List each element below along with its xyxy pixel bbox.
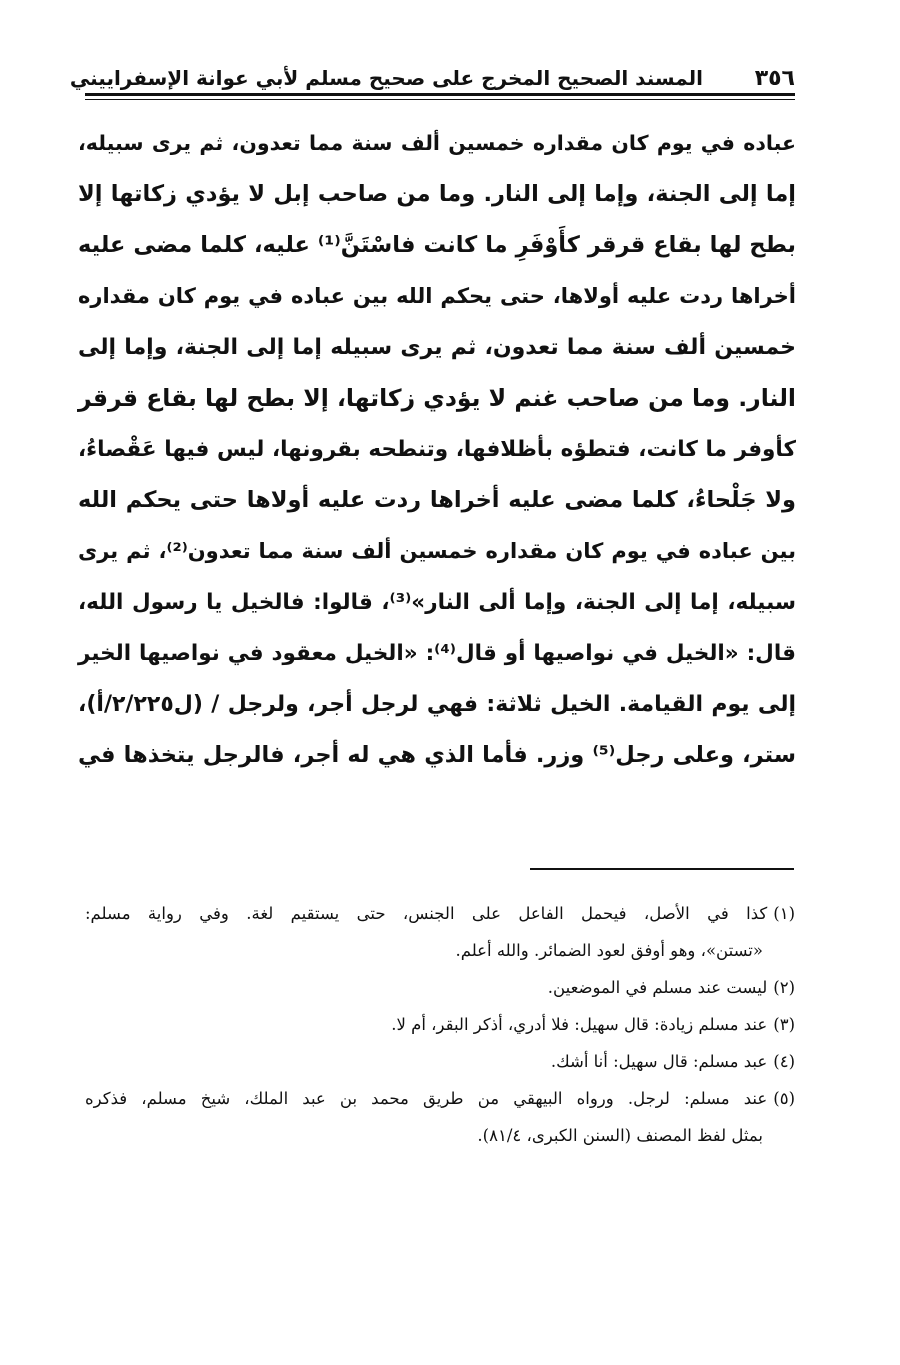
footnote-2 [85,969,795,1006]
body-line: كأوفر ما كانت، فتطؤه بأظلافها، وتنطحه بقرونها، ليس فيها عَقْصاءُ، [78,437,796,462]
footnote-text: عبد مسلم: قال سهيل: أنا أشك. [550,1052,768,1071]
footnote-3 [85,1006,795,1043]
footnote-1 [85,895,795,932]
footnote-number: (٣) [773,1015,795,1034]
footnote-text: بمثل لفظ المصنف (السنن الكبرى، ٨١/٤). [477,1126,763,1145]
body-line: بين عباده في يوم كان مقداره خمسين ألف سنة مما تعدون⁽²⁾، ثم يرى [78,539,796,563]
body-line: ولا جَلْحاءُ، كلما مضى عليه أخراها ردت عليه أولاها حتى يحكم الله [78,487,796,513]
footnote-4 [85,1043,795,1080]
footnote-1-continuation [85,932,795,969]
body-line: بطح لها بقاع قرقر كأَوْفَرِ ما كانت فاسْتَنَّ⁽¹⁾ عليه، كلما مضى عليه [78,232,796,258]
page-header [69,58,795,98]
running-title: المسند الصحيح المخرج على صحيح مسلم لأبي عوانة الإسفراييني [69,66,703,90]
body-line: أخراها ردت عليه أولاها، حتى يحكم الله بين عباده في يوم كان مقداره [78,284,796,308]
body-text [78,118,796,781]
footnote-text: «تستن»، وهو أوفق لعود الضمائر. والله أعلم. [455,941,763,960]
page-number: ٣٥٦ [754,66,795,91]
footnote-5-continuation [85,1117,795,1154]
footnote-5 [85,1080,795,1117]
footnote-number: (٢) [773,978,795,997]
footnote-number: (٤) [773,1052,795,1071]
footnote-separator [530,868,794,870]
footnote-number: (٥) [773,1089,795,1108]
header-rule-thick [85,93,795,96]
body-line: سبيله، إما إلى الجنة، وإما ألى النار»⁽³⁾، قالوا: فالخيل يا رسول الله، [78,590,796,615]
footnotes [85,895,795,1154]
footnote-text: ليست عند مسلم في الموضعين. [547,978,768,997]
footnote-text: كذا في الأصل، فيحمل الفاعل على الجنس، حتى يستقيم لغة. وفي رواية مسلم: [85,904,768,923]
body-line: عباده في يوم كان مقداره خمسين ألف سنة مما تعدون، ثم يرى سبيله، [78,131,796,155]
header-rule-thin [85,99,795,100]
body-line: إما إلى الجنة، وإما إلى النار. وما من صاحب إبل لا يؤدي زكاتها إلا [78,181,796,207]
body-line: النار. وما من صاحب غنم لا يؤدي زكاتها، إلا بطح لها بقاع قرقر [78,384,796,412]
body-line: قال: «الخيل في نواصيها أو قال⁽⁴⁾: «الخيل معقود في نواصيها الخير [78,641,796,666]
body-line: ستر، وعلى رجل⁽⁵⁾ وزر. فأما الذي هي له أجر، فالرجل يتخذها في [78,742,796,768]
body-line: خمسين ألف سنة مما تعدون، ثم يرى سبيله إما إلى الجنة، وإما إلى [78,335,796,360]
footnote-number: (١) [773,904,795,923]
footnote-text: عند مسلم زيادة: قال سهيل: فلا أدري، أذكر البقر، أم لا. [391,1015,768,1034]
body-line: إلى يوم القيامة. الخيل ثلاثة: فهي لرجل أجر، ولرجل / (ل٢/٢٢٥/أ)، [78,692,796,717]
footnote-text: عند مسلم: لرجل. ورواه البيهقي من طريق محمد بن عبد الملك، شيخ مسلم، فذكره [85,1089,768,1108]
